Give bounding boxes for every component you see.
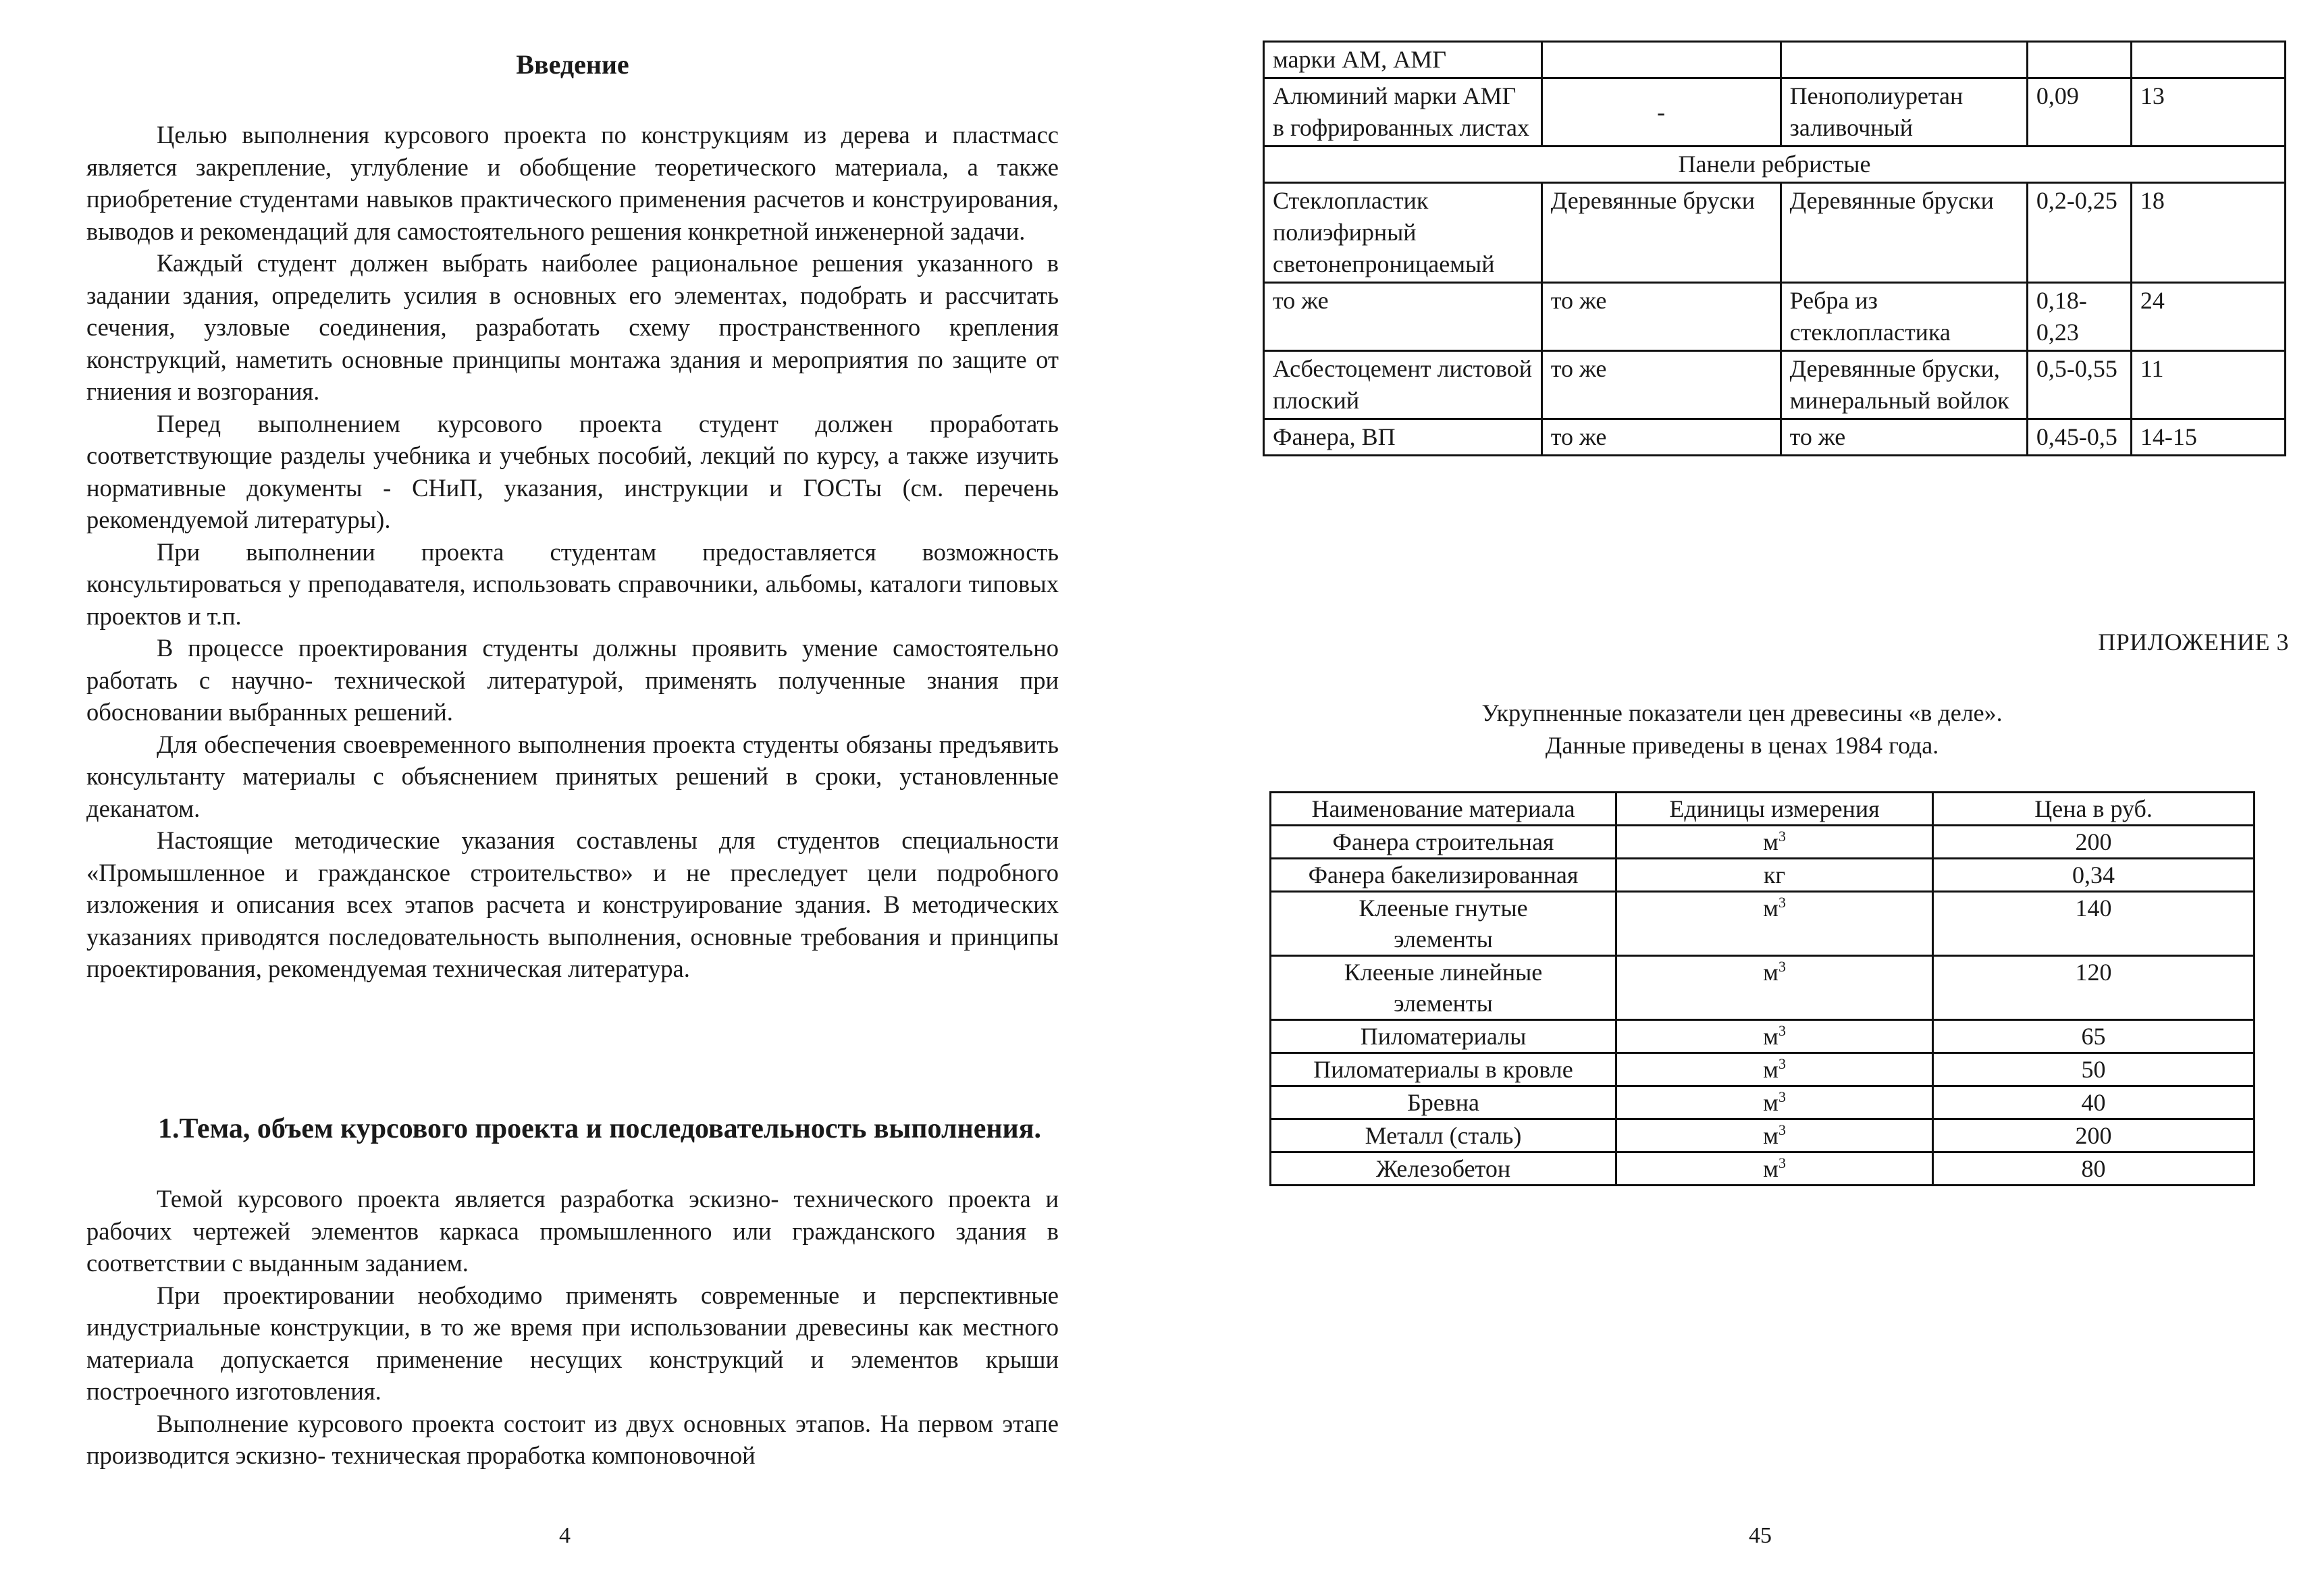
material-name: Клееные гнутые элементы (1271, 892, 1616, 956)
table-cell: Ребра из стеклопластика (1781, 283, 2027, 351)
unit-cell: $м^3$ (1616, 1086, 1933, 1119)
section1-paragraph: При проектировании необходимо применять современные и перспективные индустриальные конструкции, в то же время при использовании древесины как местного материала допускается применение несущих конструкций и элементов крыши построечного изготовления. (86, 1281, 1059, 1405)
table-cell (2027, 42, 2131, 78)
material-name: Пиломатериалы в кровле (1271, 1053, 1616, 1086)
material-name: Пиломатериалы (1271, 1020, 1616, 1053)
table-cell: 18 (2131, 183, 2285, 283)
column-header: Наименование материала (1271, 793, 1616, 826)
table-header-row (1271, 793, 2255, 826)
table-row (1271, 1053, 2255, 1086)
table-row (1271, 859, 2255, 892)
table-cell: то же (1264, 283, 1542, 351)
table-cell: 0,45-0,5 (2027, 419, 2131, 456)
material-name: Бревна (1271, 1086, 1616, 1119)
intro-paragraph: Целью выполнения курсового проекта по конструкциям из дерева и пластмасс является закрепление, углубление и обобщение теоретического материала, а также приобретение студентами навыков практического применения расчетов и конструирования, выводов и рекомендаций для самостоятельного решения конкретной инженерной задачи. (86, 121, 1059, 245)
table-cell: 24 (2131, 283, 2285, 351)
unit-cell: $м^3$ (1616, 1053, 1933, 1086)
intro-paragraph: При выполнении проекта студентам предоставляется возможность консультироваться у преподавателя, использовать справочники, альбомы, каталоги типовых проектов и т.п. (86, 537, 1059, 630)
table-cell: то же (1541, 419, 1781, 456)
table-cell: Деревянные бруски, минеральный войлок (1781, 351, 2027, 419)
table-cell: 0,09 (2027, 78, 2131, 147)
unit-cell: $м^3$ (1616, 1119, 1933, 1152)
material-name: Фанера бакелизированная (1271, 859, 1616, 892)
table-row (1264, 283, 2286, 351)
appendix-label: ПРИЛОЖЕНИЕ 3 (2098, 629, 2289, 656)
table-row (1264, 419, 2286, 456)
table-cell: то же (1541, 283, 1781, 351)
price-cell: 80 (1933, 1152, 2255, 1186)
table-cell: Деревянные бруски (1781, 183, 2027, 283)
price-cell: 50 (1933, 1053, 2255, 1086)
column-header: Единицы измерения (1616, 793, 1933, 826)
section1-paragraph: Выполнение курсового проекта состоит из двух основных этапов. На первом этапе производится эскизно- техническая проработка компоновочной (86, 1409, 1059, 1469)
unit-cell: $м^3$ (1616, 956, 1933, 1020)
table-cell: Стеклопластик полиэфирный светонепроницаемый (1264, 183, 1542, 283)
table-cell: 14-15 (2131, 419, 2285, 456)
intro-paragraph: Для обеспечения своевременного выполнения проекта студенты обязаны предъявить консультанту материалы с объяснением принятых решений в сроки, установленные деканатом. (86, 730, 1059, 822)
section1-paragraph: Темой курсового проекта является разработка эскизно- технического проекта и рабочих чертежей элементов каркаса промышленного или гражданского здания в соответствии с выданным заданием. (86, 1185, 1059, 1277)
price-cell: 200 (1933, 826, 2255, 859)
table-row (1264, 42, 2286, 78)
price-cell: 0,34 (1933, 859, 2255, 892)
table-cell: 0,2-0,25 (2027, 183, 2131, 283)
table-cell: 11 (2131, 351, 2285, 419)
section1-title: 1.Тема, объем курсового проекта и последовательность выполнения. (158, 1113, 1041, 1144)
table-row (1271, 956, 2255, 1020)
table-row (1264, 351, 2286, 419)
intro-body (86, 119, 1059, 985)
intro-title: Введение (516, 49, 629, 80)
unit-cell: кг (1616, 859, 1933, 892)
table-cell (1781, 42, 2027, 78)
material-name: Металл (сталь) (1271, 1119, 1616, 1152)
price-table (1269, 791, 2255, 1186)
table-cell: 0,5-0,55 (2027, 351, 2131, 419)
table-cell: то же (1541, 351, 1781, 419)
table-row (1271, 1086, 2255, 1119)
table-cell: Фанера, ВП (1264, 419, 1542, 456)
price-cell: 200 (1933, 1119, 2255, 1152)
material-name: Фанера строительная (1271, 826, 1616, 859)
column-header: Цена в руб. (1933, 793, 2255, 826)
price-cell: 120 (1933, 956, 2255, 1020)
table-cell: 13 (2131, 78, 2285, 147)
table-cell (1541, 42, 1781, 78)
table-cell: - (1541, 78, 1781, 147)
table-row (1264, 78, 2286, 147)
material-name: Железобетон (1271, 1152, 1616, 1186)
price-caption (1263, 697, 2221, 762)
table-cell: то же (1781, 419, 2027, 456)
table-cell: марки АМ, АМГ (1264, 42, 1542, 78)
table-cell (2131, 42, 2285, 78)
table-cell: Асбестоцемент листовой плоский (1264, 351, 1542, 419)
table-row (1271, 826, 2255, 859)
table-row (1271, 892, 2255, 956)
table-section-heading: Панели ребристые (1264, 147, 2286, 183)
intro-paragraph: Перед выполнением курсового проекта студент должен проработать соответствующие разделы учебника и учебных пособий, лекций по курсу, а также изучить нормативные документы - СНиП, указания, инструкции и ГОСТы (см. перечень рекомендуемой литературы). (86, 409, 1059, 533)
table-row (1271, 1119, 2255, 1152)
table-section-row (1264, 147, 2286, 183)
table-cell: Пенополиуретан заливочный (1781, 78, 2027, 147)
unit-cell: $м^3$ (1616, 1020, 1933, 1053)
price-cell: 140 (1933, 892, 2255, 956)
materials-table (1263, 41, 2286, 456)
table-row (1264, 183, 2286, 283)
intro-paragraph: Каждый студент должен выбрать наиболее рациональное решения указанного в задании здания, определить усилия в основных его элементах, подобрать и рассчитать сечения, узловые соединения, разработать схему пространственного крепления конструкций, наметить основные принципы монтажа здания и мероприятия по защите от гниения и возгорания. (86, 249, 1059, 405)
unit-cell: $м^3$ (1616, 892, 1933, 956)
table-cell: 0,18-0,23 (2027, 283, 2131, 351)
page-number-right: 45 (1749, 1523, 1772, 1548)
unit-cell: $м^3$ (1616, 1152, 1933, 1186)
price-cell: 65 (1933, 1020, 2255, 1053)
price-caption-line: Укрупненные показатели цен древесины «в деле». (1481, 699, 2003, 726)
material-name: Клееные линейные элементы (1271, 956, 1616, 1020)
page-number-left: 4 (559, 1523, 571, 1548)
intro-paragraph: Настоящие методические указания составлены для студентов специальности «Промышленное и гражданское строительство» и не преследует цели подробного изложения и описания всех этапов расчета и конструирование здания. В методических указаниях приводятся последовательность выполнения, основные требования и принципы проектирования, рекомендуемая техническая литература. (86, 826, 1059, 982)
table-cell: Деревянные бруски (1541, 183, 1781, 283)
table-row (1271, 1020, 2255, 1053)
price-cell: 40 (1933, 1086, 2255, 1119)
unit-cell: $м^3$ (1616, 826, 1933, 859)
table-row (1271, 1152, 2255, 1186)
price-caption-line: Данные приведены в ценах 1984 года. (1545, 732, 1939, 759)
table-cell: Алюминий марки АМГ в гофрированных листах (1264, 78, 1542, 147)
intro-paragraph: В процессе проектирования студенты должны проявить умение самостоятельно работать с научно- технической литературой, применять полученные знания при обосновании выбранных решений. (86, 634, 1059, 726)
section1-body (86, 1183, 1059, 1472)
